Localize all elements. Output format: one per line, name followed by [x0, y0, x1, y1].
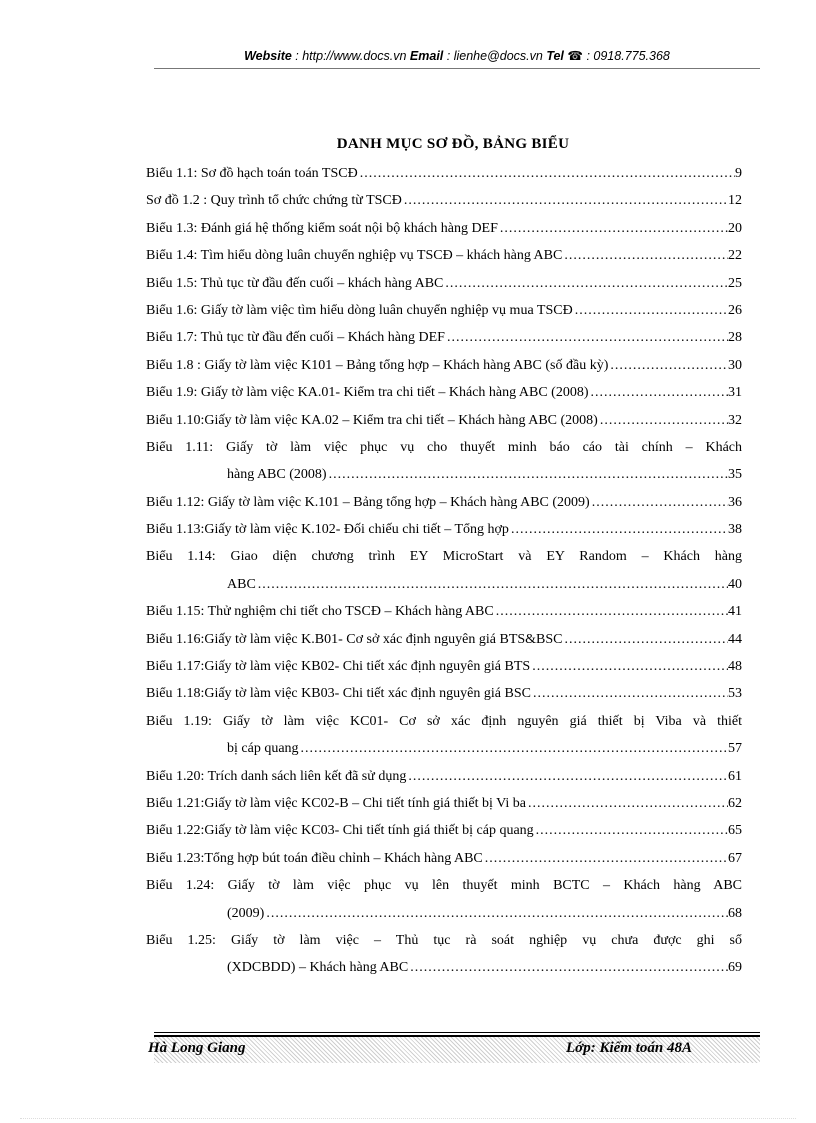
dot-leader	[563, 626, 728, 653]
toc-page-number: 41	[728, 604, 742, 620]
toc-entry-title: Biểu 1.10:Giấy tờ làm việc KA.02 – Kiểm tra chi tiết – Khách hàng ABC (2008)	[146, 412, 598, 428]
dot-leader	[443, 270, 728, 297]
dot-leader	[406, 763, 728, 790]
toc-entry-line	[146, 708, 742, 735]
toc-entry	[146, 543, 742, 598]
toc-page-number: 32	[728, 412, 742, 428]
tel-value: : 0918.775.368	[582, 49, 670, 63]
toc-entry-title: Biểu 1.23:Tổng hợp bút toán điều chỉnh – Khách hàng ABC	[146, 850, 483, 866]
toc-entry-title: Biểu 1.25: Giấy tờ làm việc – Thủ tục rà soát nghiệp vụ chưa được ghi sổ	[146, 932, 742, 948]
dot-leader	[494, 598, 728, 625]
email-value: : lienhe@docs.vn	[443, 49, 547, 63]
toc-entry-title: Biểu 1.8 : Giấy tờ làm việc K101 – Bảng tổng hợp – Khách hàng ABC (số đầu kỳ)	[146, 357, 609, 373]
toc-entry-line-continued	[146, 461, 742, 488]
toc-entry	[146, 489, 742, 516]
toc-entry-title: Biểu 1.20: Trích danh sách liên kết đã sử dụng	[146, 768, 407, 784]
website-value: : http://www.docs.vn	[291, 49, 410, 63]
toc-entry	[146, 187, 742, 214]
toc-entry	[146, 352, 742, 379]
toc-entry-line	[146, 872, 742, 899]
dot-leader	[509, 516, 728, 543]
toc-entry	[146, 215, 742, 242]
toc-entry-line-continued	[146, 900, 742, 927]
dot-leader	[256, 571, 728, 598]
table-of-contents	[146, 160, 742, 982]
toc-page-number: 9	[735, 166, 742, 181]
toc-page-number: 44	[728, 631, 742, 647]
toc-entry-title: Biểu 1.22:Giấy tờ làm việc KC03- Chi tiết tính giá thiết bị cáp quang	[146, 823, 534, 839]
toc-entry	[146, 872, 742, 927]
toc-entry-title-continued: ABC	[227, 576, 256, 592]
dot-leader	[530, 653, 728, 680]
toc-page-number: 35	[728, 467, 742, 483]
toc-entry	[146, 626, 742, 653]
toc-page-number: 69	[728, 960, 742, 976]
toc-entry-line	[146, 324, 742, 351]
toc-entry	[146, 270, 742, 297]
toc-entry-title: Biểu 1.3: Đánh giá hệ thống kiểm soát nội bộ khách hàng DEF	[146, 220, 498, 236]
toc-entry-line-continued	[146, 571, 742, 598]
toc-entry-line	[146, 270, 742, 297]
toc-entry	[146, 407, 742, 434]
toc-entry-title: Biểu 1.1: Sơ đồ hạch toán toán TSCĐ	[146, 166, 358, 181]
toc-entry	[146, 297, 742, 324]
toc-entry-line-continued	[146, 735, 742, 762]
toc-entry-line	[146, 598, 742, 625]
dot-leader	[588, 379, 728, 406]
toc-page-number: 53	[728, 686, 742, 702]
toc-entry	[146, 598, 742, 625]
page-bottom-border	[20, 1118, 796, 1119]
toc-entry	[146, 817, 742, 844]
toc-entry-line	[146, 379, 742, 406]
toc-entry-title-continued: hàng ABC (2008)	[227, 467, 327, 483]
dot-leader	[402, 187, 728, 214]
dot-leader	[608, 352, 728, 379]
toc-entry-title: Biểu 1.18:Giấy tờ làm việc KB03- Chi tiết xác định nguyên giá BSC	[146, 686, 531, 702]
toc-entry-title: Biểu 1.9: Giấy tờ làm việc KA.01- Kiểm tra chi tiết – Khách hàng ABC (2008)	[146, 385, 589, 401]
footer-divider	[154, 1032, 760, 1033]
toc-entry	[146, 653, 742, 680]
toc-entry	[146, 242, 742, 269]
toc-page-number: 12	[728, 193, 742, 209]
toc-entry-line	[146, 516, 742, 543]
toc-page-number: 20	[728, 220, 742, 236]
toc-entry-title: Sơ đồ 1.2 : Quy trình tổ chức chứng từ TSCĐ	[146, 193, 402, 209]
toc-entry-line	[146, 215, 742, 242]
toc-entry-line	[146, 297, 742, 324]
toc-entry	[146, 680, 742, 707]
toc-page-number: 31	[728, 385, 742, 401]
toc-entry	[146, 379, 742, 406]
toc-entry	[146, 324, 742, 351]
toc-entry-title: Biểu 1.15: Thử nghiệm chi tiết cho TSCĐ – Khách hàng ABC	[146, 604, 494, 620]
toc-entry	[146, 160, 742, 187]
toc-entry-line	[146, 680, 742, 707]
dot-leader	[264, 900, 728, 927]
toc-entry-title-continued: (2009)	[227, 905, 265, 921]
toc-entry-line	[146, 927, 742, 954]
toc-page-number: 25	[728, 275, 742, 291]
toc-page-number: 28	[728, 330, 742, 346]
toc-entry	[146, 790, 742, 817]
dot-leader	[590, 489, 728, 516]
toc-entry-title: Biểu 1.17:Giấy tờ làm việc KB02- Chi tiết xác định nguyên giá BTS	[146, 659, 531, 675]
toc-page-number: 40	[728, 576, 742, 592]
toc-page-number: 36	[728, 494, 742, 510]
toc-entry-line	[146, 407, 742, 434]
dot-leader	[498, 215, 728, 242]
phone-icon: ☎	[567, 49, 583, 63]
dot-leader	[531, 680, 728, 707]
footer-class: Lớp: Kiểm toán 48A	[566, 1040, 692, 1056]
toc-entry-title: Biểu 1.4: Tìm hiểu dòng luân chuyển nghiệp vụ TSCĐ – khách hàng ABC	[146, 248, 563, 264]
toc-entry-line	[146, 626, 742, 653]
toc-entry	[146, 927, 742, 982]
dot-leader	[408, 954, 728, 981]
dot-leader	[598, 407, 728, 434]
page-title: DANH MỤC SƠ ĐỒ, BẢNG BIỂU	[336, 136, 570, 152]
toc-entry-title: Biểu 1.7: Thủ tục từ đầu đến cuối – Khách hàng DEF	[146, 330, 445, 346]
toc-entry-title: Biểu 1.21:Giấy tờ làm việc KC02-B – Chi tiết tính giá thiết bị Vi ba	[146, 795, 526, 811]
toc-entry-line	[146, 790, 742, 817]
dot-leader	[358, 160, 735, 187]
dot-leader	[562, 242, 728, 269]
toc-entry-line	[146, 845, 742, 872]
toc-page-number: 67	[728, 850, 742, 866]
toc-entry-title: Biểu 1.16:Giấy tờ làm việc K.B01- Cơ sở xác định nguyên giá BTS&BSC	[146, 631, 563, 647]
toc-entry-title: Biểu 1.19: Giấy tờ làm việc KC01- Cơ sở xác định nguyên giá thiết bị Viba và thiết	[146, 713, 742, 729]
header-divider	[154, 68, 760, 69]
toc-entry-title: Biểu 1.14: Giao diện chương trình EY MicroStart và EY Random – Khách hàng	[146, 549, 742, 565]
toc-entry-line	[146, 763, 742, 790]
toc-entry-line	[146, 653, 742, 680]
dot-leader	[483, 845, 728, 872]
dot-leader	[573, 297, 728, 324]
toc-entry-title: Biểu 1.24: Giấy tờ làm việc phục vụ lên thuyết minh BCTC – Khách hàng ABC	[146, 878, 742, 894]
toc-entry-line	[146, 434, 742, 461]
toc-page-number: 65	[728, 823, 742, 839]
toc-page-number: 48	[728, 659, 742, 675]
website-label: Website	[244, 49, 292, 63]
toc-entry-line	[146, 489, 742, 516]
email-label: Email	[409, 49, 444, 63]
toc-entry-line	[146, 242, 742, 269]
toc-entry	[146, 845, 742, 872]
toc-page-number: 68	[728, 905, 742, 921]
toc-entry-title: Biểu 1.5: Thủ tục từ đầu đến cuối – khách hàng ABC	[146, 275, 444, 291]
toc-entry-title-continued: bị cáp quang	[227, 741, 299, 757]
toc-entry	[146, 516, 742, 543]
toc-entry-line-continued	[146, 954, 742, 981]
toc-page-number: 38	[728, 522, 742, 538]
toc-page-number: 57	[728, 741, 742, 757]
footer-author: Hà Long Giang	[148, 1040, 246, 1056]
toc-entry-title: Biểu 1.6: Giấy tờ làm việc tìm hiểu dòng luân chuyển nghiệp vụ mua TSCĐ	[146, 302, 573, 318]
toc-entry-line	[146, 817, 742, 844]
toc-entry	[146, 763, 742, 790]
dot-leader	[445, 324, 728, 351]
dot-leader	[327, 461, 728, 488]
toc-page-number: 22	[728, 248, 742, 264]
toc-entry-title-continued: (XDCBDD) – Khách hàng ABC	[227, 960, 409, 976]
toc-entry-title: Biểu 1.11: Giấy tờ làm việc phục vụ cho thuyết minh báo cáo tài chính – Khách	[146, 439, 742, 455]
toc-entry-line	[146, 160, 742, 187]
toc-entry-line	[146, 187, 742, 214]
toc-page-number: 26	[728, 302, 742, 318]
toc-entry-line	[146, 543, 742, 570]
page-header	[154, 48, 760, 63]
toc-page-number: 62	[728, 795, 742, 811]
toc-entry-title: Biểu 1.13:Giấy tờ làm việc K.102- Đối chiếu chi tiết – Tổng hợp	[146, 522, 509, 538]
toc-page-number: 30	[728, 357, 742, 373]
toc-entry-line	[146, 352, 742, 379]
dot-leader	[299, 735, 728, 762]
tel-label: Tel	[546, 49, 564, 63]
toc-page-number: 61	[728, 768, 742, 784]
toc-entry	[146, 708, 742, 763]
dot-leader	[526, 790, 728, 817]
toc-entry	[146, 434, 742, 489]
dot-leader	[534, 817, 728, 844]
toc-entry-title: Biểu 1.12: Giấy tờ làm việc K.101 – Bảng tổng hợp – Khách hàng ABC (2009)	[146, 494, 590, 510]
